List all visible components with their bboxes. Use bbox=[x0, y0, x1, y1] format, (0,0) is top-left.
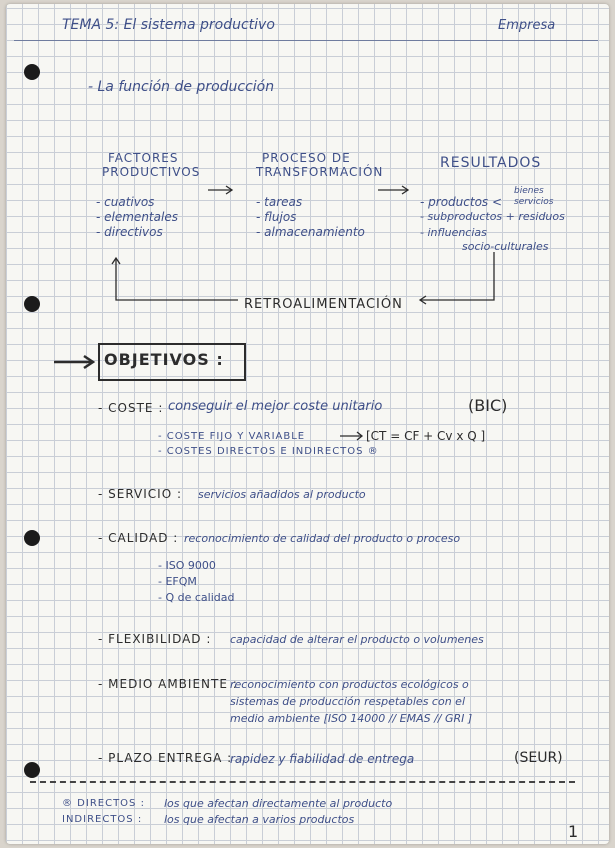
resultados-item-cont: socio-culturales bbox=[462, 240, 549, 253]
footnote-text: los que afectan a varios productos bbox=[164, 813, 355, 826]
coste-sub: - COSTES DIRECTOS E INDIRECTOS ® bbox=[158, 446, 379, 457]
plazo-text: rapidez y fiabilidad de entrega bbox=[230, 752, 415, 766]
page-title: TEMA 5: El sistema productivo bbox=[62, 17, 275, 33]
medio-text: sistemas de producción respetables con el bbox=[230, 695, 465, 708]
factores-item: - directivos bbox=[96, 225, 163, 239]
footnote-text: los que afectan directamente al producto bbox=[164, 797, 393, 810]
calidad-label: - CALIDAD : bbox=[98, 531, 179, 545]
calidad-item: - EFQM bbox=[158, 575, 197, 588]
footnote-label: ® DIRECTOS : bbox=[62, 798, 145, 809]
servicio-label: - SERVICIO : bbox=[98, 487, 182, 501]
factores-item: - elementales bbox=[96, 210, 178, 224]
objetivos-heading: OBJETIVOS : bbox=[104, 350, 224, 369]
flexibilidad-text: capacidad de alterar el producto o volumenes bbox=[230, 633, 484, 646]
intro-text: - La función de producción bbox=[88, 79, 275, 95]
proceso-title-2: TRANSFORMACIÓN bbox=[256, 165, 384, 179]
flexibilidad-label: - FLEXIBILIDAD : bbox=[98, 632, 212, 646]
medio-text: medio ambiente [ISO 14000 // EMAS // GRI ] bbox=[230, 712, 473, 725]
proceso-item: - almacenamiento bbox=[256, 225, 365, 239]
page-number: 1 bbox=[568, 822, 579, 841]
servicio-text: servicios añadidos al producto bbox=[198, 488, 366, 501]
resultados-servicios: servicios bbox=[514, 197, 554, 207]
calidad-text: reconocimiento de calidad del producto o proceso bbox=[184, 532, 461, 545]
feedback-label: RETROALIMENTACIÓN bbox=[244, 297, 403, 312]
factores-title-1: FACTORES bbox=[108, 151, 179, 165]
factores-item: - cuativos bbox=[96, 195, 155, 209]
medio-text: reconocimiento con productos ecológicos o bbox=[230, 678, 469, 691]
footnote-label: INDIRECTOS : bbox=[62, 814, 143, 825]
resultados-item: - influencias bbox=[420, 226, 487, 239]
coste-text: conseguir el mejor coste unitario bbox=[168, 399, 383, 414]
calidad-item: - ISO 9000 bbox=[158, 559, 216, 572]
resultados-bienes: bienes bbox=[514, 186, 544, 196]
resultados-item: - productos < bbox=[420, 195, 503, 209]
divider bbox=[30, 781, 575, 783]
resultados-item: - subproductos + residuos bbox=[420, 210, 565, 223]
medio-label: - MEDIO AMBIENTE : bbox=[98, 677, 238, 691]
coste-label: - COSTE : bbox=[98, 401, 164, 415]
proceso-title-1: PROCESO DE bbox=[262, 151, 351, 165]
resultados-title: RESULTADOS bbox=[440, 155, 542, 171]
subject-label: Empresa bbox=[498, 18, 556, 33]
proceso-item: - tareas bbox=[256, 195, 303, 209]
calidad-item: - Q de calidad bbox=[158, 591, 235, 604]
proceso-item: - flujos bbox=[256, 210, 297, 224]
coste-sub: - COSTE FIJO Y VARIABLE bbox=[158, 431, 306, 442]
plazo-tag: (SEUR) bbox=[514, 750, 563, 766]
coste-formula: [CT = CF + Cv x Q ] bbox=[366, 429, 486, 443]
coste-tag: (BIC) bbox=[468, 396, 508, 415]
plazo-label: - PLAZO ENTREGA : bbox=[98, 751, 233, 765]
factores-title-2: PRODUCTIVOS bbox=[102, 165, 201, 179]
